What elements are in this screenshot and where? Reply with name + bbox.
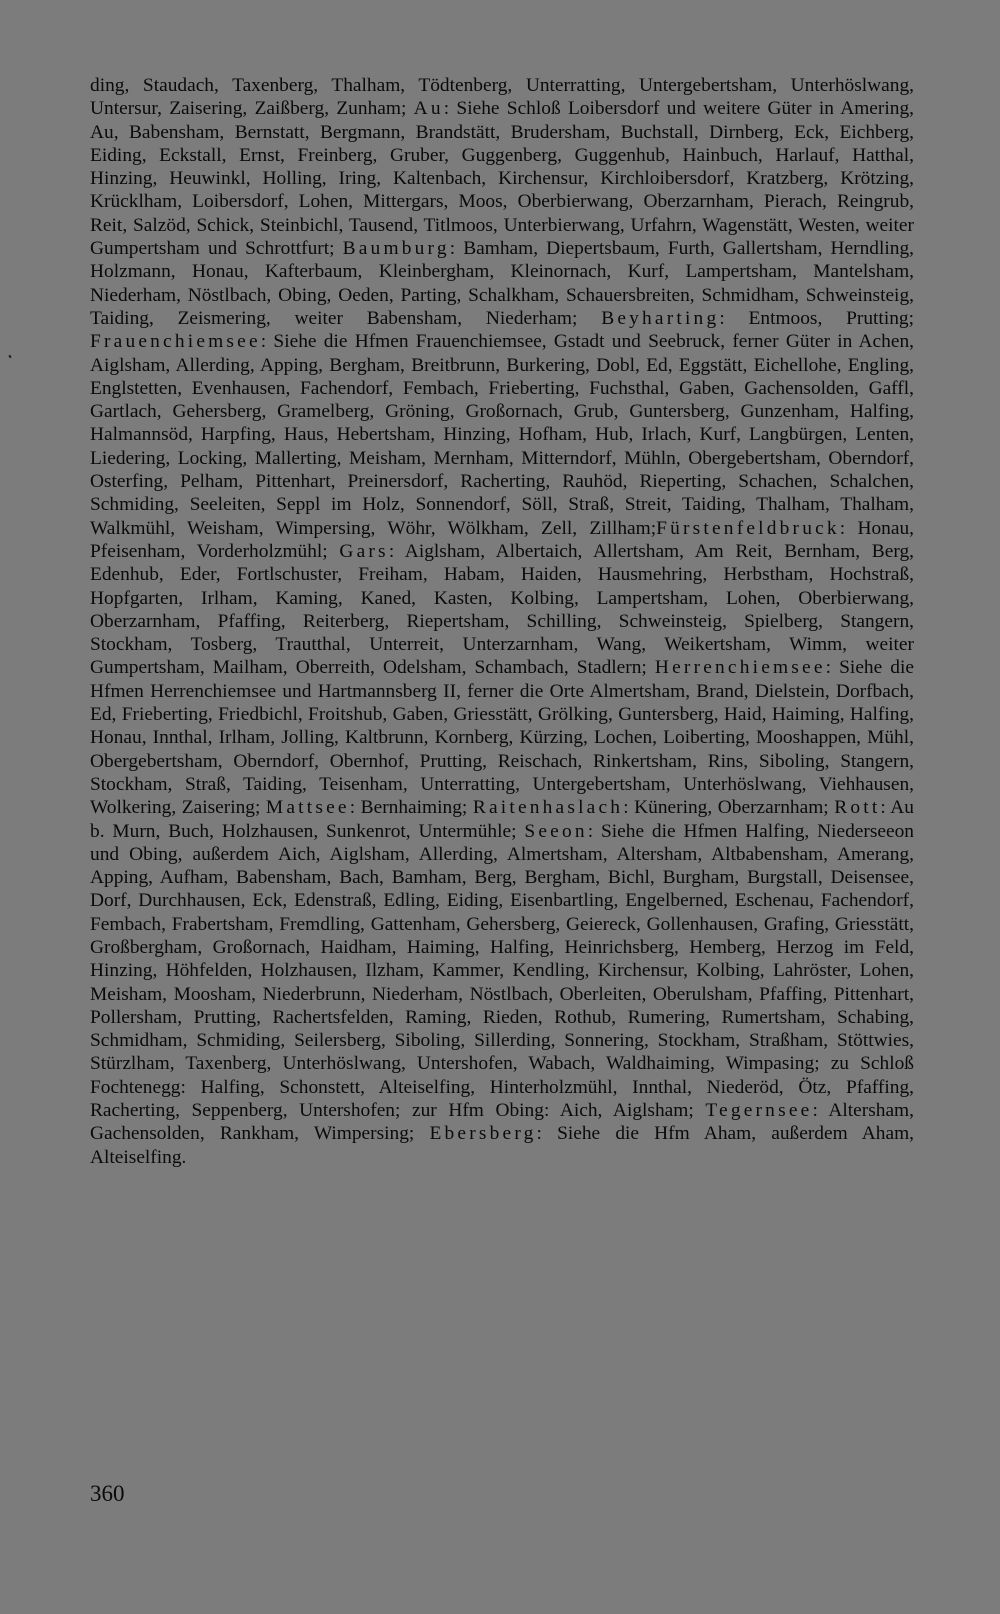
text-run: : Honau, Pfeisenham, Vorderholzmühl; (90, 517, 914, 562)
body-paragraph (90, 74, 914, 1169)
text-run: : Au b. Murn, Buch, Holzhausen, Sunkenrot, Untermühle; (90, 797, 914, 842)
text-run: : Bamham, Diepertsbaum, Furth, Gallertsham, Herndling, Holzmann, Honau, Kafterbaum, Kleinbergham, Kleinornach, Kurf, Lampertsham, Mantelsham, Niederham, Nöstlbach, Obing, Oeden, Parting, Schalkham, Schauersbreiten, Schmidham, Schweinsteig, Taiding, Zeismering, weiter Babensham, Niederham; (90, 238, 914, 329)
text-run: : Altersham, Gachensolden, Rankham, Wimpersing; (90, 1100, 914, 1145)
text-run: : Aiglsham, Albertaich, Allertsham, Am Reit, Bernham, Berg, Edenhub, Eder, Fortlschuster, Freiham, Habam, Haiden, Hausmehring, Herbstham, Hochstraß, Hopfgarten, Irlham, Kaming, Kaned, Kasten, Kolbing, Lampertsham, Lohen, Oberbierwang, Oberzarnham, Pfaffing, Reiterberg, Riepertsham, Schilling, Schweinsteig, Spielberg, Stangern, Stockham, Tosberg, Trautthal, Unterreit, Unterzarnham, Wang, Weikertsham, Wimm, weiter Gumpertsham, Mailham, Oberreith, Odelsham, Schambach, Stadlern; (90, 540, 914, 679)
text-run: : Bernhaiming; (349, 797, 473, 819)
spaced-heading-term: Frauenchiemsee (90, 331, 261, 353)
text-run: : Siehe die Hfmen Frauenchiemsee, Gstadt und Seebruck, ferner Güter in Achen, Aiglsham, Allerding, Apping, Bergham, Breitbrunn, Burkering, Dobl, Ed, Eggstätt, Eichellohe, Engling, Englstetten, Evenhausen, Fachendorf, Fembach, Frieberting, Fuchsthal, Gaben, Gachensolden, Gaffl, Gartlach, Gehersberg, Gramelberg, Gröning, Großornach, Grub, Guntersberg, Gunzenham, Halfing, Halmannsöd, Harpfing, Haus, Hebertsham, Hinzing, Hofham, Hub, Irlach, Kurf, Langbürgen, Lenten, Liedering, Locking, Mallerting, Meisham, Mernham, Mitterndorf, Mühln, Obergebertsham, Oberndorf, Osterfing, Pelham, Pittenhart, Preinersdorf, Racherting, Rauhöd, Rieperting, Schachen, Schalchen, Schmiding, Seeleiten, Seppl im Holz, Sonnendorf, Söll, Straß, Streit, Taiding, Thalham, Thalham, Walkmühl, Weisham, Wimpersing, Wöhr, Wölkham, Zell, Zillham; (90, 331, 914, 539)
spaced-heading-term: Gars (339, 540, 389, 562)
page-number: 360 (90, 1481, 125, 1506)
spaced-heading-term: Mattsee (265, 797, 350, 819)
text-run: ding, Staudach, Taxenberg, Thalham, Tödtenberg, Unterratting, Untergebertsham, Unterhöslwang, Untersur, Zaisering, Zaißberg, Zunham; (90, 75, 914, 120)
spaced-heading-term: Baumburg (342, 238, 450, 260)
text-run: : Entmoos, Prutting; (719, 307, 914, 329)
text-run: : Siehe Schloß Loibersdorf und weitere Güter in Amering, Au, Babensham, Bernstatt, Bergmann, Brandstätt, Brudersham, Buchstall, Dirnberg, Eck, Eichberg, Eiding, Eckstall, Ernst, Freinberg, Gruber, Guggenberg, Guggenhub, Hainbuch, Harlauf, Hatthal, Hinzing, Heuwinkl, Holling, Iring, Kaltenbach, Kirchensur, Kirchloibersdorf, Kratzberg, Krötzing, Krücklham, Loibersdorf, Lohen, Mittergars, Moos, Oberbierwang, Oberzarnham, Pierach, Reingrub, Reit, Salzöd, Schick, Steinbichl, Tausend, Titlmoos, Unterbierwang, Urfahrn, Wagenstätt, Westen, weiter Gumpertsham und Schrottfurt; (90, 98, 914, 260)
spaced-heading-term: Ebersberg (429, 1123, 537, 1145)
body-text (90, 74, 914, 1169)
text-run: : Siehe die Hfmen Herrenchiemsee und Hartmannsberg II, ferner die Orte Almertsham, Brand, Dielstein, Dorfbach, Ed, Frieberting, Friedbichl, Froitshub, Gaben, Griesstätt, Grölking, Guntersberg, Haid, Haiming, Halfing, Honau, Innthal, Irlham, Jolling, Kaltbrunn, Kornberg, Kürzing, Lochen, Loiberting, Mooshappen, Mühl, Obergebertsham, Oberndorf, Obernhof, Prutting, Reischach, Rinkertsham, Rins, Siboling, Stangern, Stockham, Straß, Taiding, Teisenham, Unterratting, Untergebertsham, Unterhöslwang, Viehhausen, Wolkering, Zaisering; (90, 657, 914, 819)
spaced-heading-term: Beyharting (601, 307, 720, 329)
spaced-heading-term: Raitenhaslach (472, 797, 624, 819)
spaced-heading-term: Seeon (524, 820, 588, 842)
text-run: : Siehe die Hfm Aham, außerdem Aham, Alteiselfing. (90, 1123, 914, 1168)
scan-speck (8, 355, 11, 359)
text-run: : Siehe die Hfmen Halfing, Niederseeon und Obing, außerdem Aich, Aiglsham, Allerding, Almertsham, Altersham, Altbabensham, Amerang, Apping, Aufham, Babensham, Bach, Bamham, Berg, Bergham, Bichl, Burgham, Burgstall, Deisensee, Dorf, Durchhausen, Eck, Edenstraß, Edling, Eiding, Eisenbartling, Engelberned, Eschenau, Fachendorf, Fembach, Frabertsham, Fremdling, Gattenham, Gehersberg, Geiereck, Gollenhausen, Grafing, Griesstätt, Großbergham, Großornach, Haidham, Haiming, Halfing, Heinrichsberg, Hemberg, Herzog im Feld, Hinzing, Höhfelden, Holzhausen, Ilzham, Kammer, Kendling, Kirchensur, Kolbing, Lahröster, Lohen, Meisham, Moosham, Niederbrunn, Niederham, Nöstlbach, Oberleiten, Oberulsham, Pfaffing, Pittenhart, Pollersham, Prutting, Rachertsfelden, Raming, Rieden, Rothub, Rumering, Rumertsham, Schabing, Schmidham, Schmiding, Seilersberg, Siboling, Sillerding, Sonnering, Stockham, Straßham, Stöttwies, Stürzlham, Taxenberg, Unterhöslwang, Untershofen, Wabach, Waldhaiming, Wimpasing; zu Schloß Fochtenegg: Halfing, Schonstett, Alteiselfing, Hinterholzmühl, Innthal, Niederöd, Ötz, Pfaffing, Racherting, Seppenberg, Untershofen; zur Hfm Obing: Aich, Aiglsham; (90, 820, 914, 1122)
text-run: : Künering, Oberzarnham; (623, 797, 835, 819)
spaced-heading-term: Au (413, 98, 444, 120)
spaced-heading-term: Fürstenfeldbruck (656, 517, 840, 539)
spaced-heading-term: Rott (834, 797, 881, 819)
spaced-heading-term: Tegernsee (705, 1100, 813, 1122)
spaced-heading-term: Herrenchiemsee (654, 657, 826, 679)
